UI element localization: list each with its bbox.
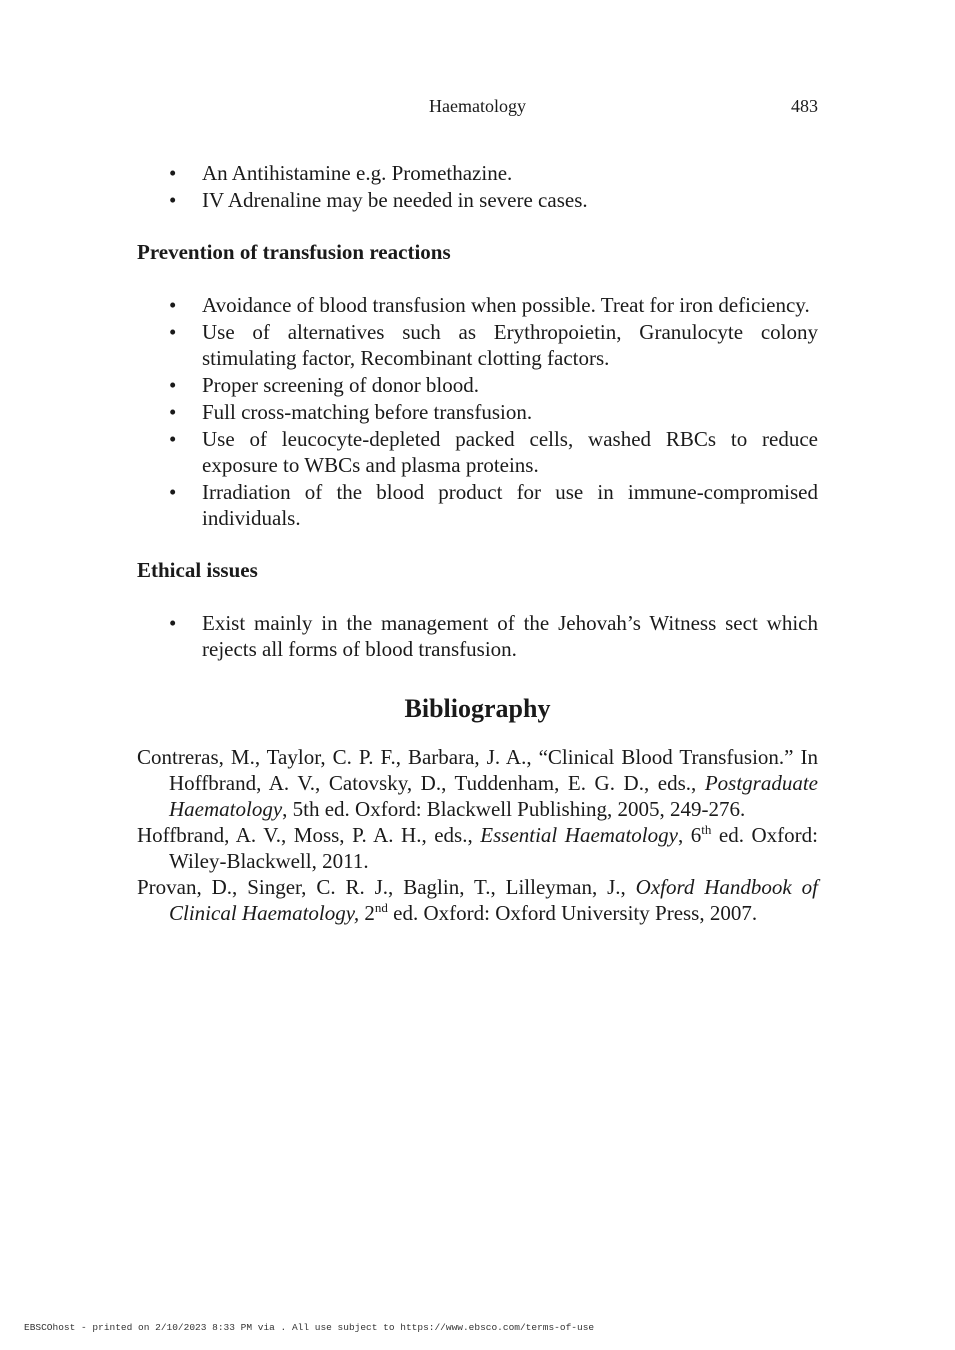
bibliography-entry [137,874,818,926]
list-item-text: An Antihistamine e.g. Promethazine. [202,161,513,185]
ref-text: Contreras, M., Taylor, C. P. F., Barbara, J. A., “Clinical Blood Transfusion.” In Hoffbrand, A. V., Catovsky, D., Tuddenham, E. G. D., eds., [137,745,818,795]
bibliography-entry [137,744,818,822]
ref-superscript: th [701,822,712,837]
list-item [137,160,818,186]
list-item [137,372,818,398]
ref-superscript: nd [374,900,388,915]
print-footer: EBSCOhost - printed on 2/10/2023 8:33 PM via . All use subject to https://www.ebsco.com/terms-of-use [24,1322,595,1333]
bullet-icon: • [169,188,177,212]
page-number: 483 [791,96,818,116]
ref-text: 2 [359,901,375,925]
ref-text: Provan, D., Singer, C. R. J., Baglin, T., Lilleyman, J., [137,875,636,899]
ref-title: Essential Haematology [480,823,678,847]
list-item [137,426,818,478]
ref-text: ed. Oxford: Oxford University Press, 2007. [387,901,758,925]
list-item [137,610,818,662]
bibliography-entry [137,822,818,874]
ethical-bullet-list [137,610,818,662]
bullet-icon: • [169,427,177,451]
list-item-text: Use of alternatives such as Erythropoietin, Granulocyte colony stimulating factor, Recombinant clotting factors. [202,320,818,370]
bullet-icon: • [169,611,177,635]
list-item [137,292,818,318]
bullet-icon: • [169,400,177,424]
ref-text: , 5th ed. Oxford: Blackwell Publishing, 2005, 249-276. [282,797,746,821]
section-heading-ethical: Ethical issues [137,558,258,582]
section-heading-prevention: Prevention of transfusion reactions [137,240,451,264]
running-head [137,96,818,120]
page-content [137,160,818,926]
ref-text: Hoffbrand, A. V., Moss, P. A. H., eds., [137,823,481,847]
bullet-icon: • [169,161,177,185]
running-head-title: Haematology [429,96,526,116]
bibliography-heading: Bibliography [404,694,551,723]
ref-title: Postgraduate Haematology [169,771,818,821]
list-item [137,187,818,213]
list-item-text: Irradiation of the blood product for use in immune-compromised individuals. [202,480,818,530]
list-item-text: Exist mainly in the management of the Jehovah’s Witness sect which rejects all forms of blood transfusion. [202,611,818,661]
bullet-icon: • [169,320,177,344]
bullet-icon: • [169,293,177,317]
list-item [137,319,818,371]
prevention-bullet-list [137,292,818,531]
list-item-text: IV Adrenaline may be needed in severe cases. [202,188,588,212]
ref-title: Oxford Handbook of Clinical Haematology, [169,875,818,925]
top-bullet-list [137,160,818,213]
list-item [137,399,818,425]
list-item [137,479,818,531]
list-item-text: Use of leucocyte-depleted packed cells, washed RBCs to reduce exposure to WBCs and plasma proteins. [202,427,818,477]
list-item-text: Proper screening of donor blood. [202,373,480,397]
list-item-text: Avoidance of blood transfusion when possible. Treat for iron deficiency. [202,293,810,317]
bullet-icon: • [169,373,177,397]
ref-text: , 6 [677,823,702,847]
bullet-icon: • [169,480,177,504]
ref-text: ed. Oxford: Wiley-Blackwell, 2011. [169,823,819,873]
list-item-text: Full cross-matching before transfusion. [202,400,533,424]
